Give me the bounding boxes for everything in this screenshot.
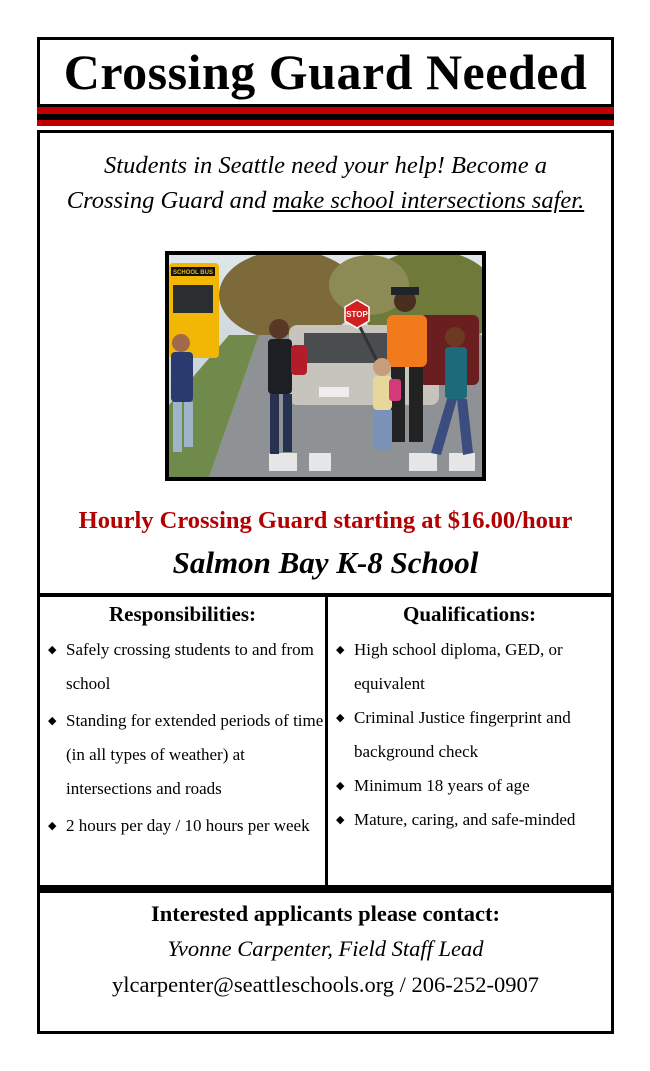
intro-line-2 (40, 183, 611, 218)
school-name: Salmon Bay K-8 School (172, 545, 479, 580)
child-boy-jacket (268, 339, 292, 394)
divider-red-stripe-lower (37, 120, 614, 126)
divider-red-stripe-upper (37, 107, 614, 114)
title-box (37, 37, 614, 107)
child-small-backpack (389, 379, 401, 401)
list-item-text: Mature, caring, and safe-minded (354, 810, 576, 829)
child-girl-jacket (445, 347, 467, 399)
list-item (336, 803, 611, 837)
intro-line-2-underlined: make school intersections safer. (272, 187, 585, 214)
guard-cap (391, 287, 419, 295)
child-left-leg (184, 402, 193, 447)
guard-leg (391, 367, 405, 442)
crosswalk-stripe (449, 453, 475, 471)
list-item-text: Standing for extended periods of time (in all types of weather) at intersections and roads (66, 711, 324, 798)
responsibilities-box (37, 594, 328, 888)
crossing-guard-photo (165, 251, 486, 481)
guard-safety-vest (387, 315, 427, 367)
page-title: Crossing Guard Needed (63, 44, 588, 100)
car-license-plate (319, 387, 349, 397)
crosswalk-stripe (309, 453, 331, 471)
child-left-head (172, 334, 190, 352)
responsibilities-list (40, 633, 325, 843)
diamond-bullet-icon: ◆ (336, 780, 345, 792)
child-boy-head (269, 319, 289, 339)
diamond-bullet-icon: ◆ (336, 712, 345, 724)
child-small-head (373, 358, 391, 376)
diamond-bullet-icon: ◆ (336, 814, 345, 826)
list-item (336, 633, 611, 701)
contact-email-phone: ylcarpenter@seattleschools.org / 206-252-0907 (111, 972, 540, 997)
qualifications-heading: Qualifications: (402, 602, 536, 626)
diamond-bullet-icon: ◆ (48, 820, 57, 832)
list-item (336, 701, 611, 769)
crosswalk-stripe (269, 453, 297, 471)
responsibilities-heading: Responsibilities: (108, 602, 257, 626)
diamond-bullet-icon: ◆ (48, 644, 57, 656)
intro-line-1: Students in Seattle need your help! Become a (104, 152, 547, 179)
bus-sign-text: SCHOOL BUS (173, 270, 213, 276)
list-item (48, 633, 325, 701)
pay-rate: Hourly Crossing Guard starting at $16.00/hour (78, 507, 573, 534)
list-item (336, 769, 611, 803)
contact-box (37, 888, 614, 1034)
list-item-text: Criminal Justice fingerprint and background check (354, 708, 571, 761)
intro-line-2-plain: Crossing Guard and (66, 187, 273, 214)
child-small-legs (374, 410, 392, 450)
guard-leg (409, 367, 423, 442)
child-girl-head (445, 327, 465, 347)
child-boy-backpack (291, 345, 307, 375)
intro-text (40, 148, 611, 218)
qualifications-list (328, 633, 611, 837)
child-left-leg (173, 402, 182, 452)
child-boy-leg (283, 394, 292, 452)
list-item (48, 809, 325, 843)
list-item (48, 704, 325, 806)
list-item-text: High school diploma, GED, or equivalent (354, 640, 563, 693)
crossing-scene-illustration (169, 255, 482, 477)
qualifications-box (325, 594, 614, 888)
list-item-text: Safely crossing students to and from school (66, 640, 314, 693)
contact-name: Yvonne Carpenter, Field Staff Lead (167, 936, 484, 961)
child-boy-leg (270, 394, 279, 454)
child-left-body (171, 352, 193, 402)
list-item-text: Minimum 18 years of age (354, 776, 530, 795)
diamond-bullet-icon: ◆ (48, 715, 57, 727)
bus-windshield (173, 285, 213, 313)
main-section (37, 130, 614, 596)
crosswalk-stripe (409, 453, 437, 471)
list-item-text: 2 hours per day / 10 hours per week (66, 816, 310, 835)
diamond-bullet-icon: ◆ (336, 644, 345, 656)
contact-heading: Interested applicants please contact: (151, 901, 500, 926)
stop-sign-text: STOP (346, 310, 368, 319)
